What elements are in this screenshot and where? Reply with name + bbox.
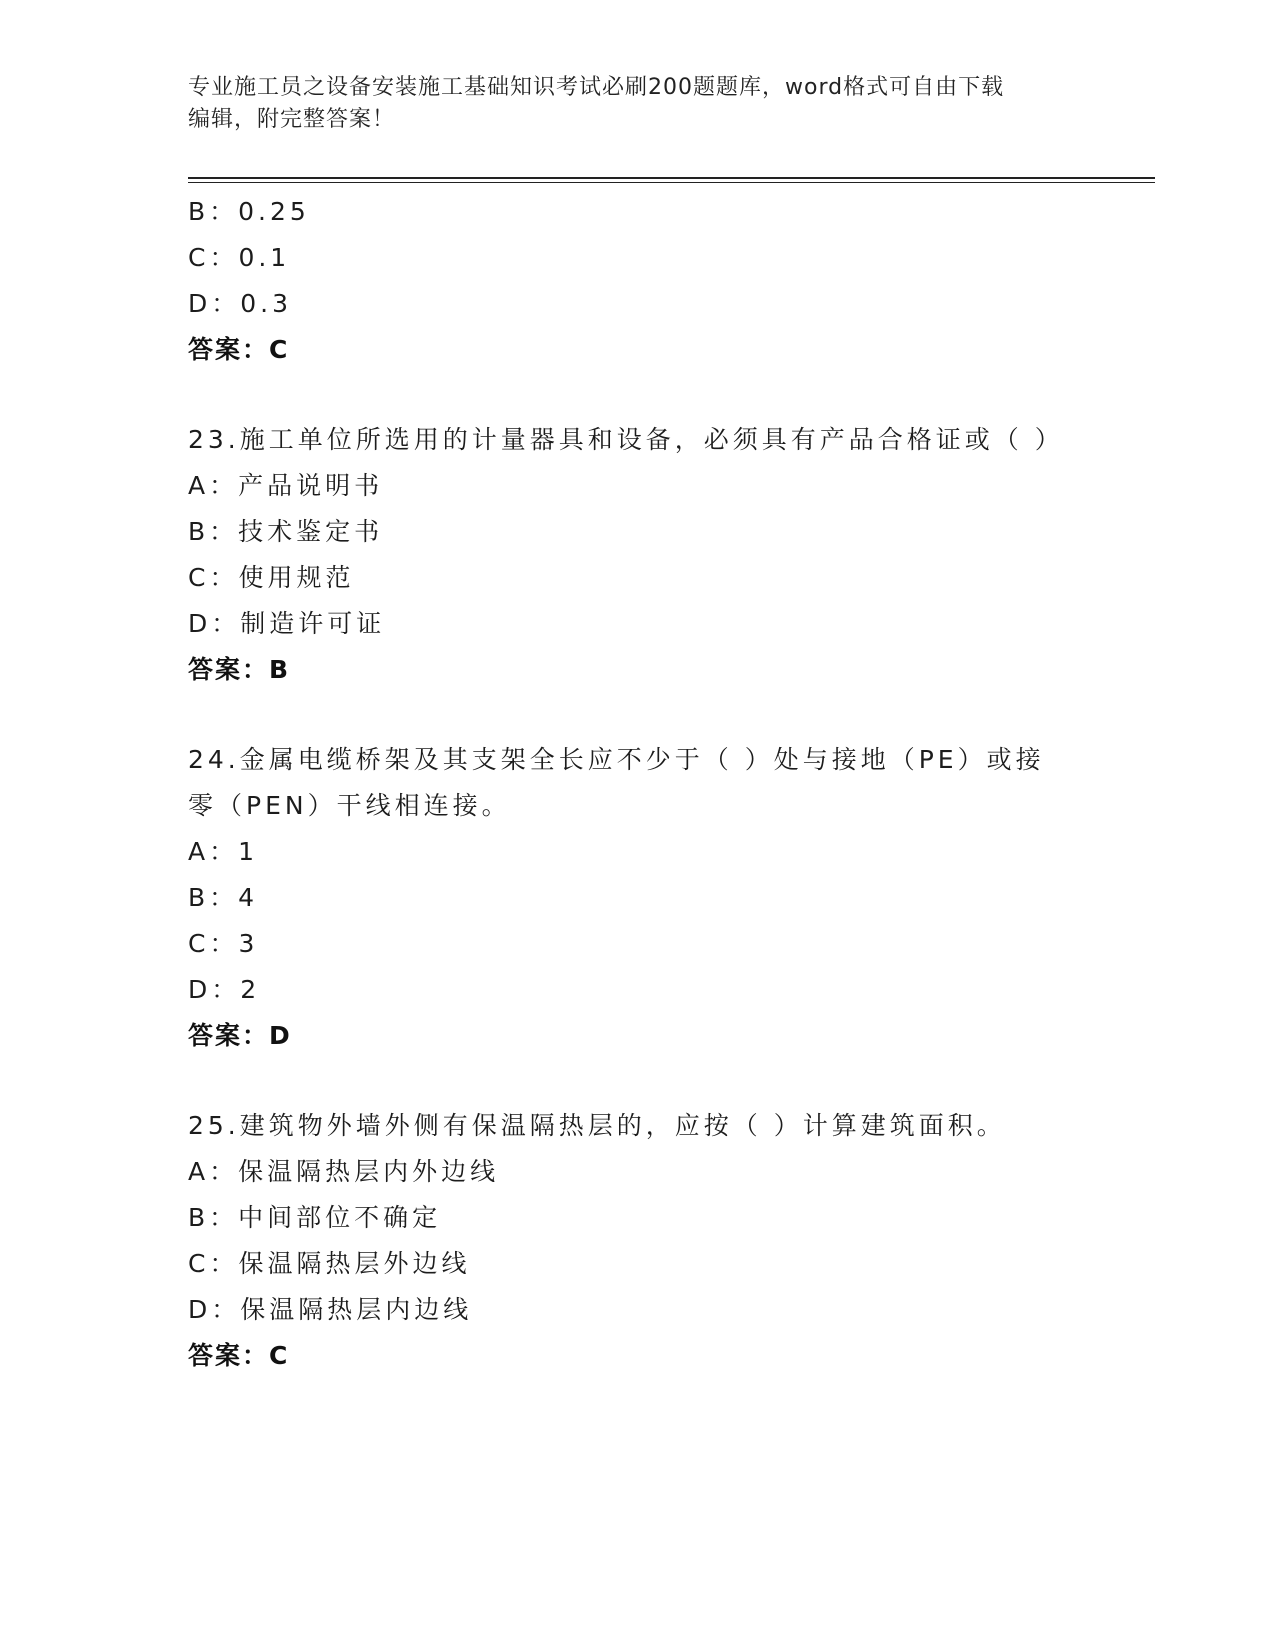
- question-text: 24.金属电缆桥架及其支架全长应不少于（ ）处与接地（PE）或接零（PEN）干线相连接。: [188, 745, 1045, 820]
- option-a: A：保温隔热层内外边线: [188, 1157, 500, 1186]
- question-block-24: [188, 737, 1088, 1059]
- option-b: B：0.25: [188, 197, 310, 226]
- option-c: C：使用规范: [188, 563, 355, 592]
- answer-line: 答案：D: [188, 1021, 292, 1050]
- question-text: 25.建筑物外墙外侧有保温隔热层的，应按（ ）计算建筑面积。: [188, 1111, 1006, 1140]
- option-a: A：产品说明书: [188, 471, 384, 500]
- question-list: [188, 189, 1088, 1379]
- spacer: [188, 693, 1088, 737]
- option-c: C：3: [188, 929, 259, 958]
- option-b: B：4: [188, 883, 259, 912]
- option-c: C：0.1: [188, 243, 291, 272]
- option-d: D：0.3: [188, 289, 293, 318]
- option-b: B：技术鉴定书: [188, 517, 384, 546]
- option-b: B：中间部位不确定: [188, 1203, 442, 1232]
- question-text: 23.施工单位所选用的计量器具和设备，必须具有产品合格证或（ ）: [188, 425, 1064, 454]
- answer-line: 答案：B: [188, 655, 291, 684]
- answer-line: 答案：C: [188, 335, 290, 364]
- option-d: D：制造许可证: [188, 609, 386, 638]
- option-c: C：保温隔热层外边线: [188, 1249, 471, 1278]
- question-block-25: [188, 1103, 1088, 1379]
- option-d: D：2: [188, 975, 261, 1004]
- header-title-line-2: 编辑，附完整答案！: [188, 107, 396, 132]
- question-block-23: [188, 417, 1088, 693]
- header-divider-thin: [188, 182, 1155, 183]
- option-d: D：保温隔热层内边线: [188, 1295, 473, 1324]
- header-title-line-1: 专业施工员之设备安装施工基础知识考试必刷200题题库，word格式可自由下载: [188, 75, 1005, 100]
- option-a: A：1: [188, 837, 259, 866]
- spacer: [188, 1059, 1088, 1103]
- header-divider-thick: [188, 177, 1155, 179]
- page-header: [188, 72, 1088, 136]
- question-block-22-continued: [188, 189, 1088, 373]
- spacer: [188, 373, 1088, 417]
- answer-line: 答案：C: [188, 1341, 290, 1370]
